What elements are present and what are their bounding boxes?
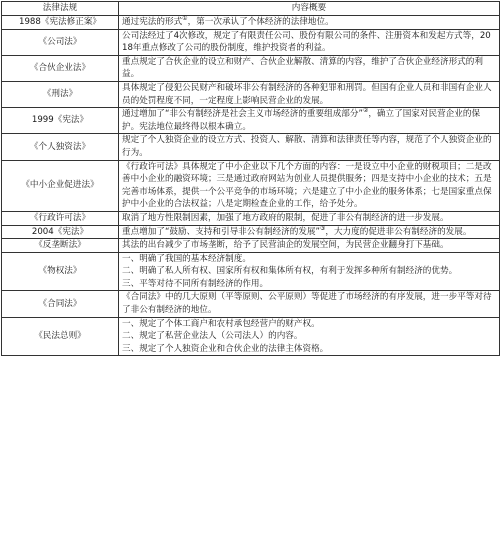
summary-line: 二、明确了私人所有权、国家所有权和集体所有权，有利于发挥多种所有制经济的优势。	[122, 266, 458, 277]
summary-text: 《行政许可法》具体规定了中小企业以下几个方面的内容：一是设立中小企业的财税项目；二是改善中小企业的融资环境；三是通过政府网站为创业人员提供服务；四是支持中小企业的技术；五是完善市场体系，提供一个公平竞争的市场环境；六是建立了中小企业的服务体系；七是国家重点保护中小企业的合法权益；八是定期检查企业的工作，给予处分。	[122, 161, 492, 210]
table-body	[2, 16, 500, 356]
law-name: 《民法总则》	[2, 317, 119, 356]
law-name: 《合同法》	[2, 291, 119, 317]
table-row	[2, 108, 500, 134]
table-row	[2, 239, 500, 253]
table-header	[2, 2, 500, 16]
footnote-marker: ①	[182, 15, 188, 23]
table-row	[2, 134, 500, 160]
law-summary	[119, 108, 500, 134]
summary-text: 通过增加了“非公有制经济是社会主义市场经济的重要组成部分”	[122, 109, 363, 120]
table-row	[2, 225, 500, 239]
summary-text-continued: ，确立了国家对民营企业的保护。宪法地位最终得以根本确立。	[122, 109, 481, 132]
footnote-marker: ③	[319, 224, 326, 232]
table-row	[2, 291, 500, 317]
footnote-marker: ②	[362, 107, 369, 115]
law-summary	[119, 252, 500, 291]
law-summary	[119, 81, 500, 107]
summary-text: 具体规定了侵犯公民财产和破坏非公有制经济的各种犯罪和刑罚。但国有企业人员和非国有企业人员的处罚程度不同，一定程度上影响民营企业的发展。	[122, 82, 492, 106]
law-name: 《刑法》	[2, 81, 119, 107]
summary-line: 二、规定了私营企业法人（公司法人）的内容。	[122, 331, 303, 342]
summary-text-continued: ，大力度的促进非公有制经济的发展。	[325, 226, 472, 237]
law-summary	[119, 225, 500, 239]
summary-text: 重点增加了“鼓励、支持和引导非公有制经济的发展”	[122, 226, 320, 237]
law-name: 《公司法》	[2, 29, 119, 55]
table-row	[2, 81, 500, 107]
law-name: 《个人独资法》	[2, 134, 119, 160]
law-summary	[119, 317, 500, 356]
table-row	[2, 55, 500, 81]
table-row	[2, 29, 500, 55]
table-row	[2, 160, 500, 211]
law-name: 1988《宪法修正案》	[2, 16, 119, 30]
law-summary	[119, 29, 500, 55]
table-row	[2, 317, 500, 356]
header-summary: 内容概要	[119, 2, 500, 16]
law-summary	[119, 16, 500, 30]
summary-text: 《合同法》中的几大原则（平等原则、公平原则）等促进了市场经济的有序发展，进一步平等对待了非公有制经济的地位。	[122, 292, 492, 316]
summary-line: 三、规定了个人独资企业和合伙企业的法律主体资格。	[122, 343, 329, 354]
law-name: 《物权法》	[2, 252, 119, 291]
summary-text: 其法的出台减少了市场垄断，给予了民营油企的发展空间，为民营企业翻身打下基础。	[122, 240, 449, 251]
header-law: 法律法规	[2, 2, 119, 16]
law-name: 1999《宪法》	[2, 108, 119, 134]
law-summary	[119, 160, 500, 211]
law-summary	[119, 211, 500, 225]
summary-text-continued: ，第一次承认了个体经济的法律地位。	[187, 17, 334, 27]
law-summary	[119, 291, 500, 317]
law-name: 2004《宪法》	[2, 225, 119, 239]
table-row	[2, 252, 500, 291]
law-summary-table	[1, 1, 500, 356]
summary-text: 公司法经过了4次修改，规定了有限责任公司、股份有限公司的条件、注册资本和发起方式等，2018年重点修改了公司的股份制度，维护投资者的利益。	[122, 30, 491, 54]
table-row	[2, 211, 500, 225]
summary-text: 重点规定了合伙企业的设立和财产、合伙企业解散、清算的内容，维护了合伙企业经济形式的利益。	[122, 56, 483, 80]
law-name: 《中小企业促进法》	[2, 160, 119, 211]
law-summary	[119, 134, 500, 160]
summary-text: 通过宪法的形式	[122, 17, 183, 27]
law-name: 《行政许可法》	[2, 211, 119, 225]
law-summary	[119, 55, 500, 81]
header-row	[2, 2, 500, 16]
table-row	[2, 16, 500, 30]
summary-text: 规定了个人独资企业的设立方式、投资人、解散、清算和法律责任等内容，规范了个人独资企业的行为。	[122, 135, 492, 158]
law-name: 《合伙企业法》	[2, 55, 119, 81]
summary-line: 一、明确了我国的基本经济制度。	[122, 253, 251, 264]
law-name: 《反垄断法》	[2, 239, 119, 253]
summary-text: 取消了地方性限制因素，加强了地方政府的限制，促进了非公有制经济的进一步发展。	[122, 212, 449, 223]
law-summary	[119, 239, 500, 253]
summary-line: 一、规定了个体工商户和农村承包经营户的财产权。	[122, 318, 320, 329]
summary-line: 三、平等对待不同所有制经济的作用。	[122, 278, 269, 289]
